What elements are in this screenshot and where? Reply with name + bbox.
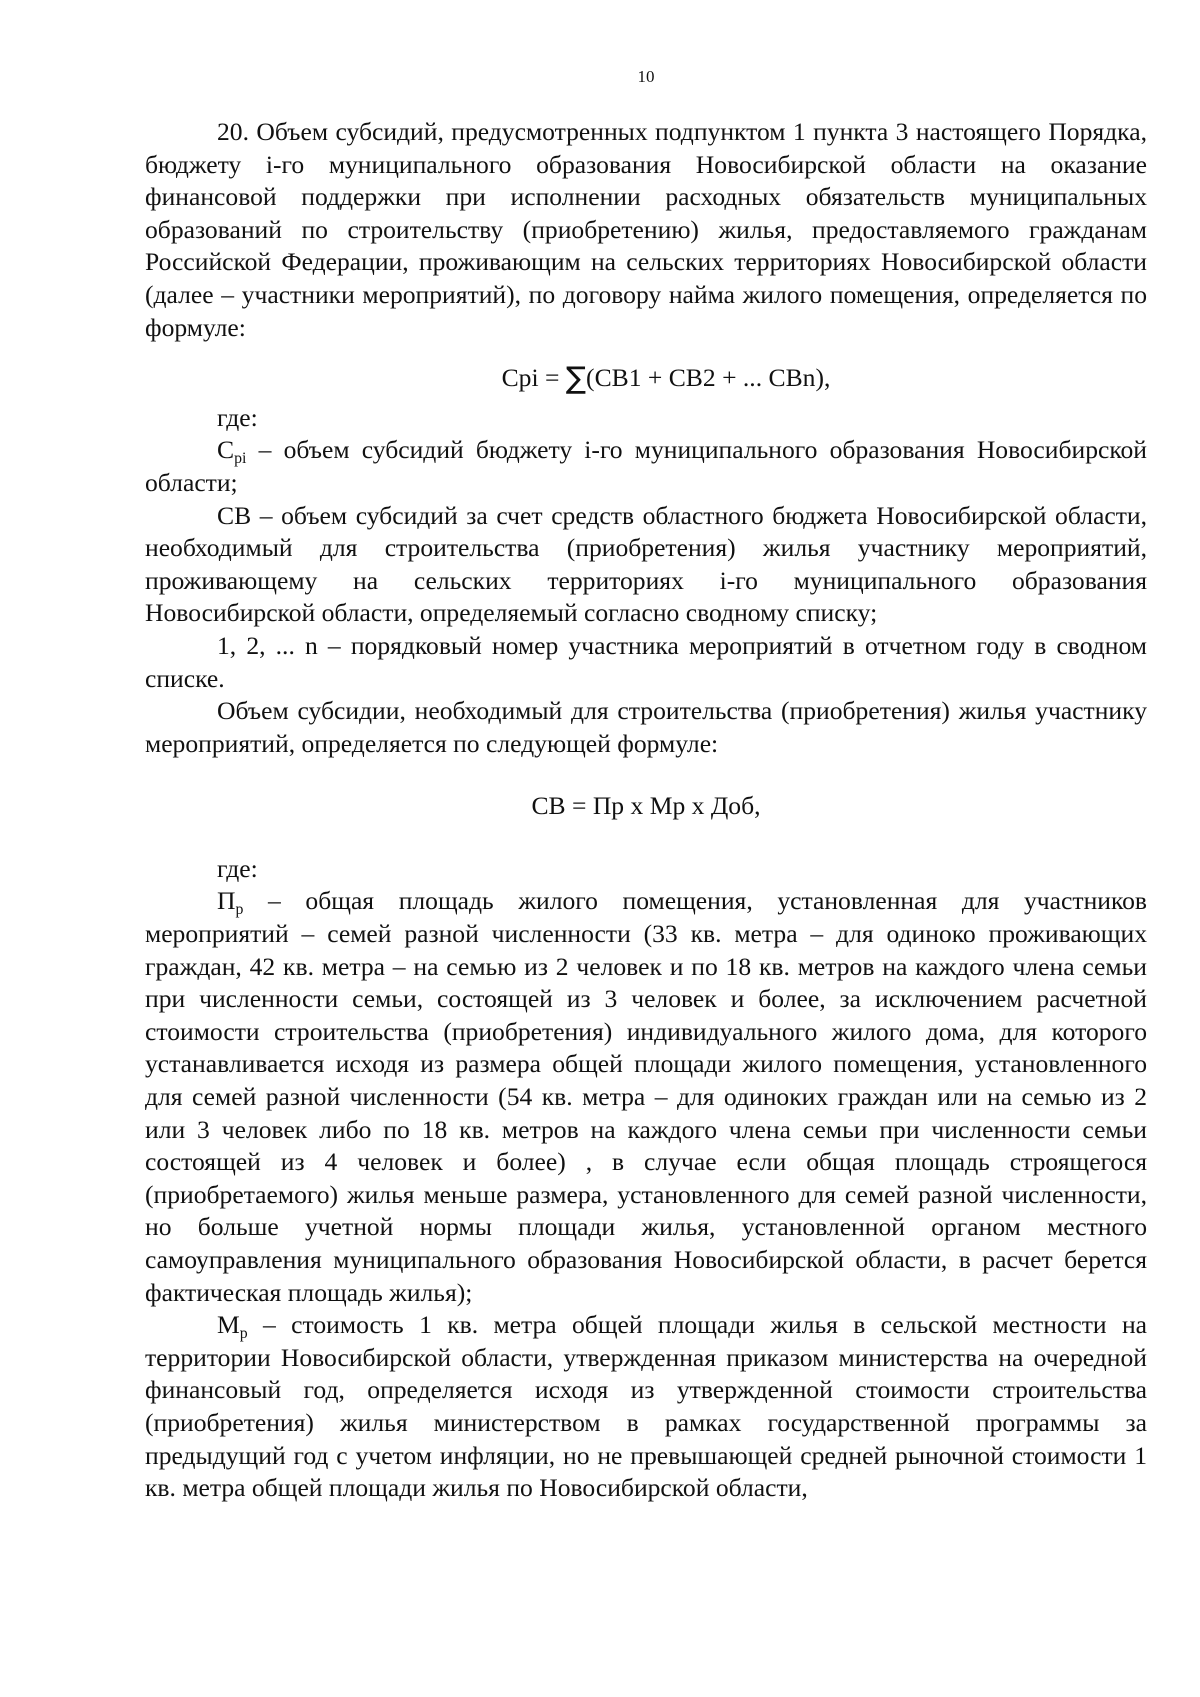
paragraphs-bottom xyxy=(145,853,1147,1505)
text-segment: 20. Объем субсидий, предусмотренных подпунктом 1 пункта 3 настоящего Порядка, бюджету i-го муниципального образования Новосибирской области на оказание финансовой поддержки при исполнении расходных обязательств муниципальных образований по строительству (приобретению) жилья, предоставляемого гражданам Российской Федерации, проживающим на сельских территориях Новосибирской области (далее – участники мероприятий), по договору найма жилого помещения, определяется по формуле: xyxy=(145,117,1147,342)
subscript: р xyxy=(235,901,244,919)
paragraphs-top xyxy=(145,116,1147,344)
text-segment: – стоимость 1 кв. метра общей площади жилья в сельской местности на территории Новосибирской области, утвержденная приказом министерства на очередной финансовый год, определяется исходя из утвержденной стоимости строительства (приобретения) жилья министерством в рамках государственной программы за предыдущий год с учетом инфляции, но не превышающей средней рыночной стоимости 1 кв. метра общей площади жилья по Новосибирской области, xyxy=(145,1310,1147,1503)
text-segment: 1, 2, ... n – порядковый номер участника мероприятий в отчетном году в сводном списке. xyxy=(145,630,1147,693)
formula-1-left: Срi = xyxy=(501,363,566,393)
text-segment: – объем субсидий бюджету i-го муниципального образования Новосибирской области; xyxy=(145,435,1147,497)
formula-subsidy-per-participant: СВ = Пр х Мр х Доб, xyxy=(531,791,761,821)
text-segment: П xyxy=(217,886,236,916)
text-segment: СВ – объем субсидий за счет средств областного бюджета Новосибирской области, необходимый для строительства (приобретения) жилья участнику мероприятий, проживающему на сельских территориях i-го муниципального образования Новосибирской области, определяемый согласно сводному списку; xyxy=(145,500,1147,628)
text-segment: где: xyxy=(217,853,258,883)
page-number: 10 xyxy=(637,67,655,86)
paragraph-def-pr xyxy=(145,885,1147,1309)
text-segment: М xyxy=(217,1310,240,1340)
paragraph-intro-2 xyxy=(145,695,1147,760)
paragraphs-mid xyxy=(145,402,1147,761)
paragraph-def-cpi xyxy=(145,434,1147,499)
text-segment: Объем субсидии, необходимый для строительства (приобретения) жилья участнику мероприятий, определяется по следующей формуле: xyxy=(145,696,1147,758)
text-segment: С xyxy=(217,435,235,465)
paragraph-def-cb xyxy=(145,500,1147,630)
formula-subsidy-total xyxy=(145,362,1147,396)
text-segment: – общая площадь жилого помещения, установленная для участников мероприятий – семей разной численности (33 кв. метра – для одиноко проживающих граждан, 42 кв. метра – на семью из 2 человек и по 18 кв. метров на каждого члена семьи при численности семьи, состоящей из 3 человек и более, за исключением расчетной стоимости строительства (приобретения) индивидуального жилого дома, для которого устанавливается исходя из размера общей площади жилого помещения, установленного для семей разной численности (54 кв. метра – для одиноких граждан или на семью из 2 или 3 человек либо по 18 кв. метров на каждого члена семьи при численности семьи состоящей из 4 человек и более) , в случае если общая площадь строящегося (приобретаемого) жилья меньше размера, установленного для семей разной численности, но больше учетной нормы площади жилья, установленной органом местного самоуправления муниципального образования Новосибирской области, в расчет берется фактическая площадь жилья); xyxy=(145,886,1147,1307)
text-segment: где: xyxy=(217,402,258,432)
document-page xyxy=(145,66,1147,1505)
sigma-symbol: ∑ xyxy=(565,361,587,397)
subscript: рi xyxy=(234,450,247,468)
paragraph-def-n xyxy=(145,630,1147,695)
paragraph-def-mr xyxy=(145,1309,1147,1505)
paragraph-p20 xyxy=(145,116,1147,344)
formula-1-right: (СВ1 + СВ2 + ... СВn), xyxy=(586,363,831,393)
paragraph-where-2 xyxy=(145,853,1147,886)
subscript: р xyxy=(239,1325,248,1343)
paragraph-where-1 xyxy=(145,402,1147,435)
